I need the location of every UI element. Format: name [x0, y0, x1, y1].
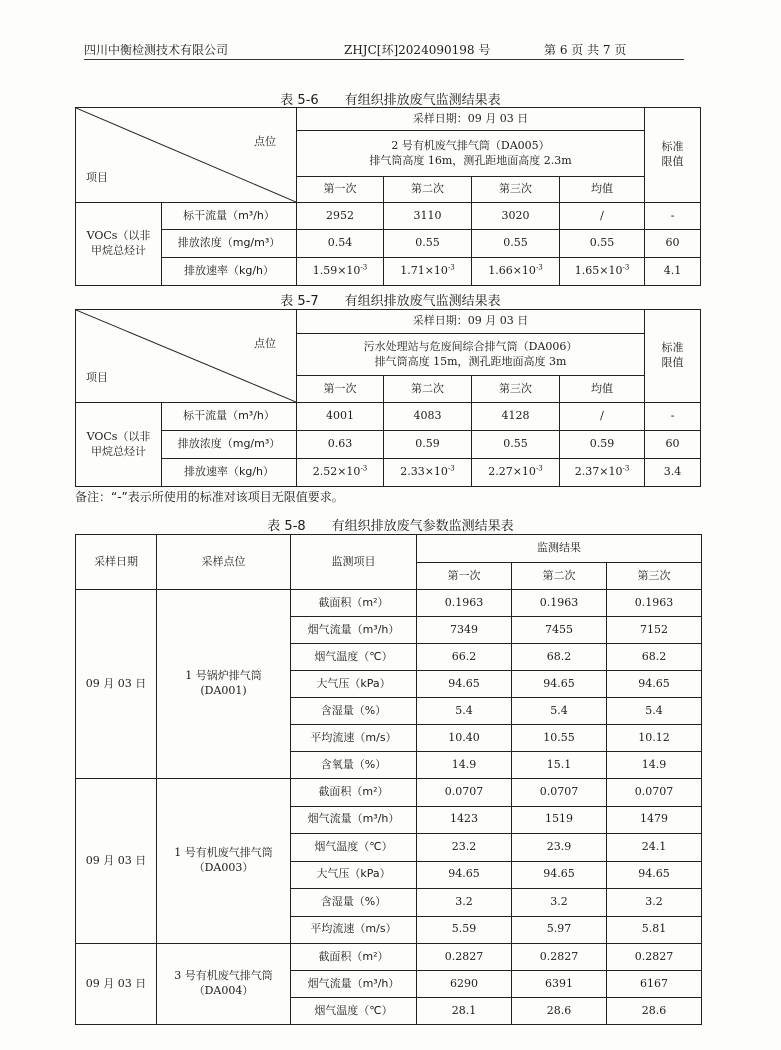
row-label: 烟气流量（m³/h） [291, 617, 417, 644]
cell-value: $2.27\times 10^{-3}$ [472, 459, 560, 487]
cell-value: 0.55 [472, 431, 560, 459]
cell-value: 5.4 [607, 698, 702, 725]
row-label: 排放速率（kg/h） [162, 459, 297, 487]
cell-std: 4.1 [645, 258, 701, 286]
cell-value: / [560, 403, 645, 431]
row-label: 大气压（kPa） [291, 671, 417, 698]
cell-value: 6167 [607, 971, 702, 998]
page-header [84, 41, 684, 60]
cell-value: $1.59\times 10^{-3}$ [297, 258, 384, 286]
report-number: ZHJC[环]2024090198 号 [344, 43, 491, 57]
cell-value: 68.2 [607, 644, 702, 671]
row-label: 标干流量（m³/h） [162, 203, 297, 230]
cell-value: 10.12 [607, 725, 702, 752]
cell-value: 0.63 [297, 431, 384, 459]
cell-value: 24.1 [607, 834, 702, 862]
table-5-7-outlet: 污水处理站与危废间综合排气筒（DA006） 排气筒高度 15m，测孔距地面高度 3m [297, 334, 645, 376]
cell-value: 28.1 [417, 998, 512, 1025]
row-label: 平均流速（m/s） [291, 916, 417, 944]
table-5-6-std-header: 标准限值 [645, 108, 701, 203]
cell-value: 14.9 [607, 752, 702, 779]
col-header: 第一次 [297, 376, 384, 403]
cell-value: 0.2827 [417, 944, 512, 971]
company-name: 四川中衡检测技术有限公司 [84, 43, 229, 57]
cell-value: 0.59 [560, 431, 645, 459]
table-5-6 [75, 107, 701, 286]
row-label: 排放浓度（mg/m³） [162, 230, 297, 258]
col-header: 第一次 [297, 177, 384, 203]
cell-value: 28.6 [512, 998, 607, 1025]
table-5-8 [75, 534, 702, 1025]
table-5-6-corner: 点位 项目 [76, 108, 297, 203]
cell-value: 10.55 [512, 725, 607, 752]
cell-std: 60 [645, 230, 701, 258]
group-date: 09 月 03 日 [76, 590, 157, 779]
header-item: 监测项目 [291, 535, 417, 590]
cell-value: 23.9 [512, 834, 607, 862]
group-date: 09 月 03 日 [76, 944, 157, 1025]
row-label: 排放浓度（mg/m³） [162, 431, 297, 459]
cell-value: 0.2827 [512, 944, 607, 971]
cell-value: 94.65 [512, 671, 607, 698]
table-5-7-corner: 点位 项目 [76, 310, 297, 403]
row-label: 截面积（m²） [291, 779, 417, 807]
cell-value: 0.0707 [417, 779, 512, 807]
col-header: 均值 [560, 177, 645, 203]
col-header: 第三次 [472, 177, 560, 203]
cell-value: 3020 [472, 203, 560, 230]
cell-value: 94.65 [417, 671, 512, 698]
cell-value: $1.65\times 10^{-3}$ [560, 258, 645, 286]
cell-value: 6391 [512, 971, 607, 998]
col-header: 第一次 [417, 563, 512, 590]
cell-value: 3.2 [512, 889, 607, 917]
cell-value: / [560, 203, 645, 230]
cell-value: 0.59 [384, 431, 472, 459]
cell-value: 3.2 [607, 889, 702, 917]
cell-value: 4001 [297, 403, 384, 431]
cell-value: 68.2 [512, 644, 607, 671]
cell-value: 5.59 [417, 916, 512, 944]
cell-value: 0.0707 [607, 779, 702, 807]
row-label: 截面积（m²） [291, 944, 417, 971]
cell-value: 1519 [512, 806, 607, 834]
cell-value: 3.2 [417, 889, 512, 917]
cell-std: 3.4 [645, 459, 701, 487]
row-label: 平均流速（m/s） [291, 725, 417, 752]
cell-value: 0.55 [472, 230, 560, 258]
table-5-8-title: 表 5-8 有组织排放废气参数监测结果表 [267, 519, 514, 534]
group-date: 09 月 03 日 [76, 779, 157, 944]
table-row [76, 590, 702, 617]
cell-value: $2.52\times 10^{-3}$ [297, 459, 384, 487]
cell-value: 4083 [384, 403, 472, 431]
cell-value: 5.4 [512, 698, 607, 725]
cell-value: $1.66\times 10^{-3}$ [472, 258, 560, 286]
cell-value: 10.40 [417, 725, 512, 752]
row-label: 含氧量（%） [291, 752, 417, 779]
cell-value: 7152 [607, 617, 702, 644]
table-5-8-body [76, 535, 702, 1025]
cell-value: 4128 [472, 403, 560, 431]
col-header: 第二次 [512, 563, 607, 590]
table-5-6-outlet: 2 号有机废气排气筒（DA005） 排气筒高度 16m，测孔距地面高度 2.3m [297, 131, 645, 177]
page-number: 第 6 页 共 7 页 [544, 43, 627, 57]
cell-value: $2.33\times 10^{-3}$ [384, 459, 472, 487]
row-label: 烟气流量（m³/h） [291, 806, 417, 834]
cell-value: 2952 [297, 203, 384, 230]
cell-value: 0.1963 [607, 590, 702, 617]
cell-value: 1479 [607, 806, 702, 834]
header-point: 采样点位 [157, 535, 291, 590]
group-point: 3 号有机废气排气筒（DA004） [157, 944, 291, 1025]
row-label: 截面积（m²） [291, 590, 417, 617]
table-5-7-std-header: 标准限值 [645, 310, 701, 403]
cell-value: 6290 [417, 971, 512, 998]
cell-value: 0.1963 [417, 590, 512, 617]
cell-value: 94.65 [417, 861, 512, 889]
cell-std: - [645, 203, 701, 230]
col-header: 第二次 [384, 376, 472, 403]
col-header: 均值 [560, 376, 645, 403]
cell-value: 1423 [417, 806, 512, 834]
cell-std: 60 [645, 431, 701, 459]
cell-value: 14.9 [417, 752, 512, 779]
row-label: 烟气流量（m³/h） [291, 971, 417, 998]
cell-value: 94.65 [512, 861, 607, 889]
header-result: 监测结果 [417, 535, 702, 563]
cell-value: 0.54 [297, 230, 384, 258]
row-label: 标干流量（m³/h） [162, 403, 297, 431]
cell-value: 5.81 [607, 916, 702, 944]
col-header: 第二次 [384, 177, 472, 203]
table-5-7-title: 表 5-7 有组织排放废气监测结果表 [280, 294, 501, 309]
cell-value: $2.37\times 10^{-3}$ [560, 459, 645, 487]
cell-value: 3110 [384, 203, 472, 230]
header-date: 采样日期 [76, 535, 157, 590]
cell-value: 0.2827 [607, 944, 702, 971]
table-5-6-date: 采样日期：09 月 03 日 [297, 108, 645, 131]
cell-value: 0.55 [384, 230, 472, 258]
cell-value: 5.4 [417, 698, 512, 725]
cell-std: - [645, 403, 701, 431]
cell-value: 0.1963 [512, 590, 607, 617]
cell-value: 28.6 [607, 998, 702, 1025]
col-header: 第三次 [607, 563, 702, 590]
cell-value: 5.97 [512, 916, 607, 944]
row-label: 烟气温度（℃） [291, 998, 417, 1025]
row-label: 烟气温度（℃） [291, 644, 417, 671]
row-label: 烟气温度（℃） [291, 834, 417, 862]
cell-value: 7349 [417, 617, 512, 644]
table-5-7-date: 采样日期：09 月 03 日 [297, 310, 645, 334]
table-5-7 [75, 309, 701, 487]
cell-value: $1.71\times 10^{-3}$ [384, 258, 472, 286]
param-name: VOCs（以非甲烷总烃计 [76, 403, 162, 487]
row-label: 大气压（kPa） [291, 861, 417, 889]
cell-value: 94.65 [607, 671, 702, 698]
col-header: 第三次 [472, 376, 560, 403]
table-5-6-title: 表 5-6 有组织排放废气监测结果表 [280, 93, 501, 108]
cell-value: 94.65 [607, 861, 702, 889]
param-name: VOCs（以非甲烷总烃计 [76, 203, 162, 286]
group-point: 1 号锅炉排气筒(DA001) [157, 590, 291, 779]
cell-value: 66.2 [417, 644, 512, 671]
row-label: 含湿量（%） [291, 698, 417, 725]
cell-value: 23.2 [417, 834, 512, 862]
table-note: 备注：“-”表示所使用的标准对该项目无限值要求。 [75, 490, 344, 504]
row-label: 含湿量（%） [291, 889, 417, 917]
cell-value: 7455 [512, 617, 607, 644]
cell-value: 0.0707 [512, 779, 607, 807]
table-row [76, 944, 702, 971]
table-row [76, 779, 702, 807]
group-point: 1 号有机废气排气筒（DA003） [157, 779, 291, 944]
cell-value: 15.1 [512, 752, 607, 779]
row-label: 排放速率（kg/h） [162, 258, 297, 286]
cell-value: 0.55 [560, 230, 645, 258]
